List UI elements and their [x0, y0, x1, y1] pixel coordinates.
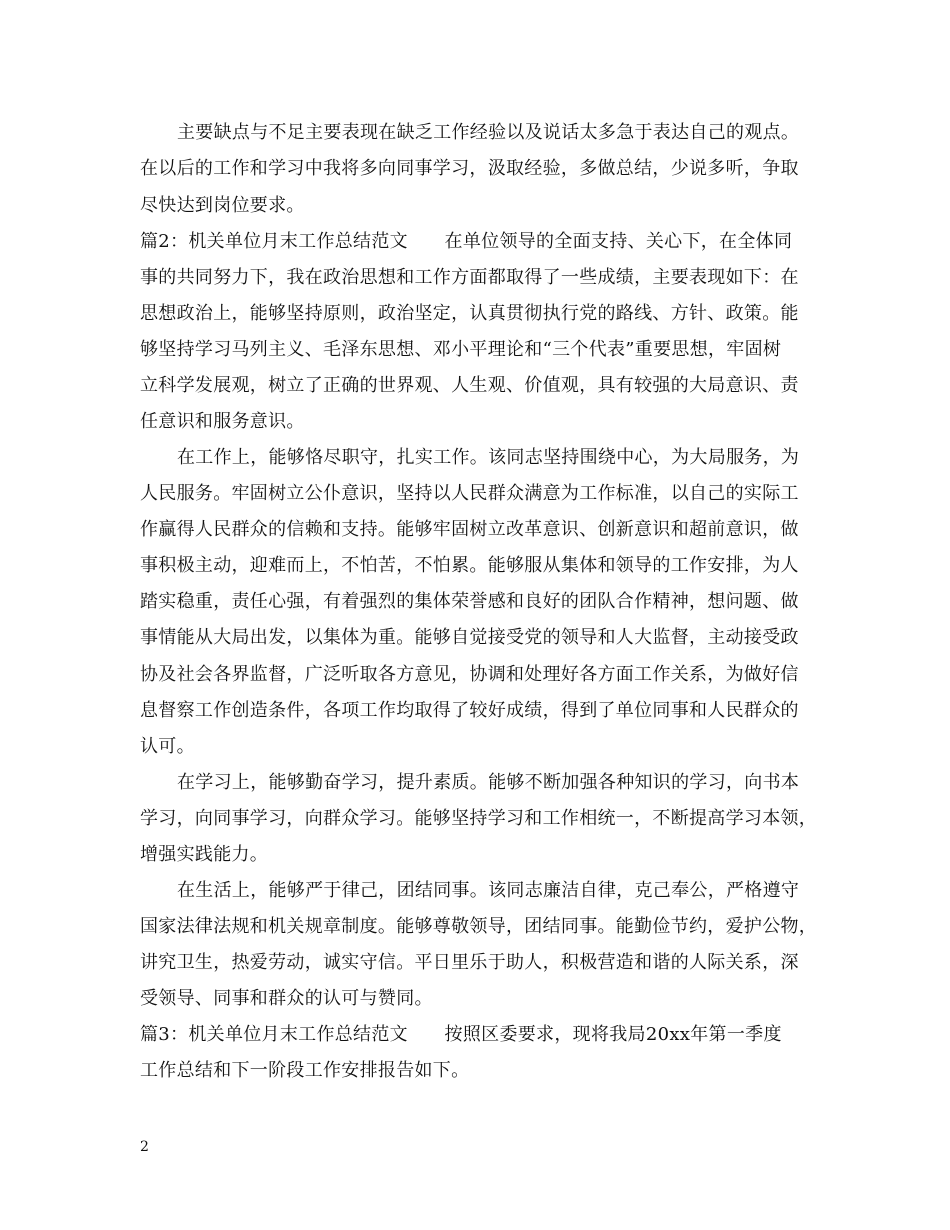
text-line: 踏实稳重，责任心强，有着强烈的集体荣誉感和良好的团队合作精神，想问题、做	[140, 591, 799, 612]
text-line: 事积极主动，迎难而上，不怕苦，不怕累。能够服从集体和领导的工作安排，为人	[140, 555, 799, 576]
text-line: 认可。	[140, 736, 195, 757]
section-heading-line: 篇2：机关单位月末工作总结范文 在单位领导的全面支持、关心下，在全体同	[140, 231, 793, 252]
text-line: 息督察工作创造条件，各项工作均取得了较好成绩，得到了单位同事和人民群众的	[140, 700, 799, 721]
text-line: 在工作上，能够恪尽职守，扎实工作。该同志坚持围绕中心，为大局服务，为	[177, 447, 800, 468]
section-heading-line: 篇3：机关单位月末工作总结范文 按照区委要求，现将我局20xx年第一季度	[140, 1024, 782, 1045]
text-line: 主要缺点与不足主要表现在缺乏工作经验以及说话太多急于表达自己的观点。	[177, 122, 800, 143]
text-line: 够坚持学习马列主义、毛泽东思想、邓小平理论和“三个代表”重要思想，牢固树	[140, 339, 782, 360]
text-line: 在生活上，能够严于律己，团结同事。该同志廉洁自律，克己奉公，严格遵守	[177, 880, 800, 901]
text-line: 事的共同努力下，我在政治思想和工作方面都取得了一些成绩，主要表现如下：在	[140, 267, 799, 288]
text-line: 讲究卫生，热爱劳动，诚实守信。平日里乐于助人，积极营造和谐的人际关系，深	[140, 952, 799, 973]
text-line: 在学习上，能够勤奋学习，提升素质。能够不断加强各种知识的学习，向书本	[177, 772, 800, 793]
text-line: 立科学发展观，树立了正确的世界观、人生观、价值观，具有较强的大局意识、责	[140, 375, 799, 396]
text-line: 增强实践能力。	[140, 844, 269, 865]
text-line: 思想政治上，能够坚持原则，政治坚定，认真贯彻执行党的路线、方针、政策。能	[140, 303, 799, 324]
text-line: 在以后的工作和学习中我将多向同事学习，汲取经验，多做总结，少说多听，争取	[140, 158, 799, 179]
text-line: 工作总结和下一阶段工作安排报告如下。	[140, 1060, 470, 1081]
text-line: 尽快达到岗位要求。	[140, 195, 305, 216]
page-number: 2	[140, 1139, 149, 1155]
text-line: 受领导、同事和群众的认可与赞同。	[140, 988, 433, 1009]
text-line: 事情能从大局出发，以集体为重。能够自觉接受党的领导和人大监督，主动接受政	[140, 627, 799, 648]
text-line: 任意识和服务意识。	[140, 411, 305, 432]
text-line: 协及社会各界监督，广泛听取各方意见，协调和处理好各方面工作关系，为做好信	[140, 664, 799, 685]
text-line: 作赢得人民群众的信赖和支持。能够牢固树立改革意识、创新意识和超前意识，做	[140, 519, 799, 540]
text-line: 人民服务。牢固树立公仆意识，坚持以人民群众满意为工作标准，以自己的实际工	[140, 483, 799, 504]
text-line: 国家法律法规和机关规章制度。能够尊敬领导，团结同事。能勤俭节约，爱护公物，	[140, 916, 818, 937]
text-line: 学习，向同事学习，向群众学习。能够坚持学习和工作相统一，不断提高学习本领，	[140, 808, 818, 829]
